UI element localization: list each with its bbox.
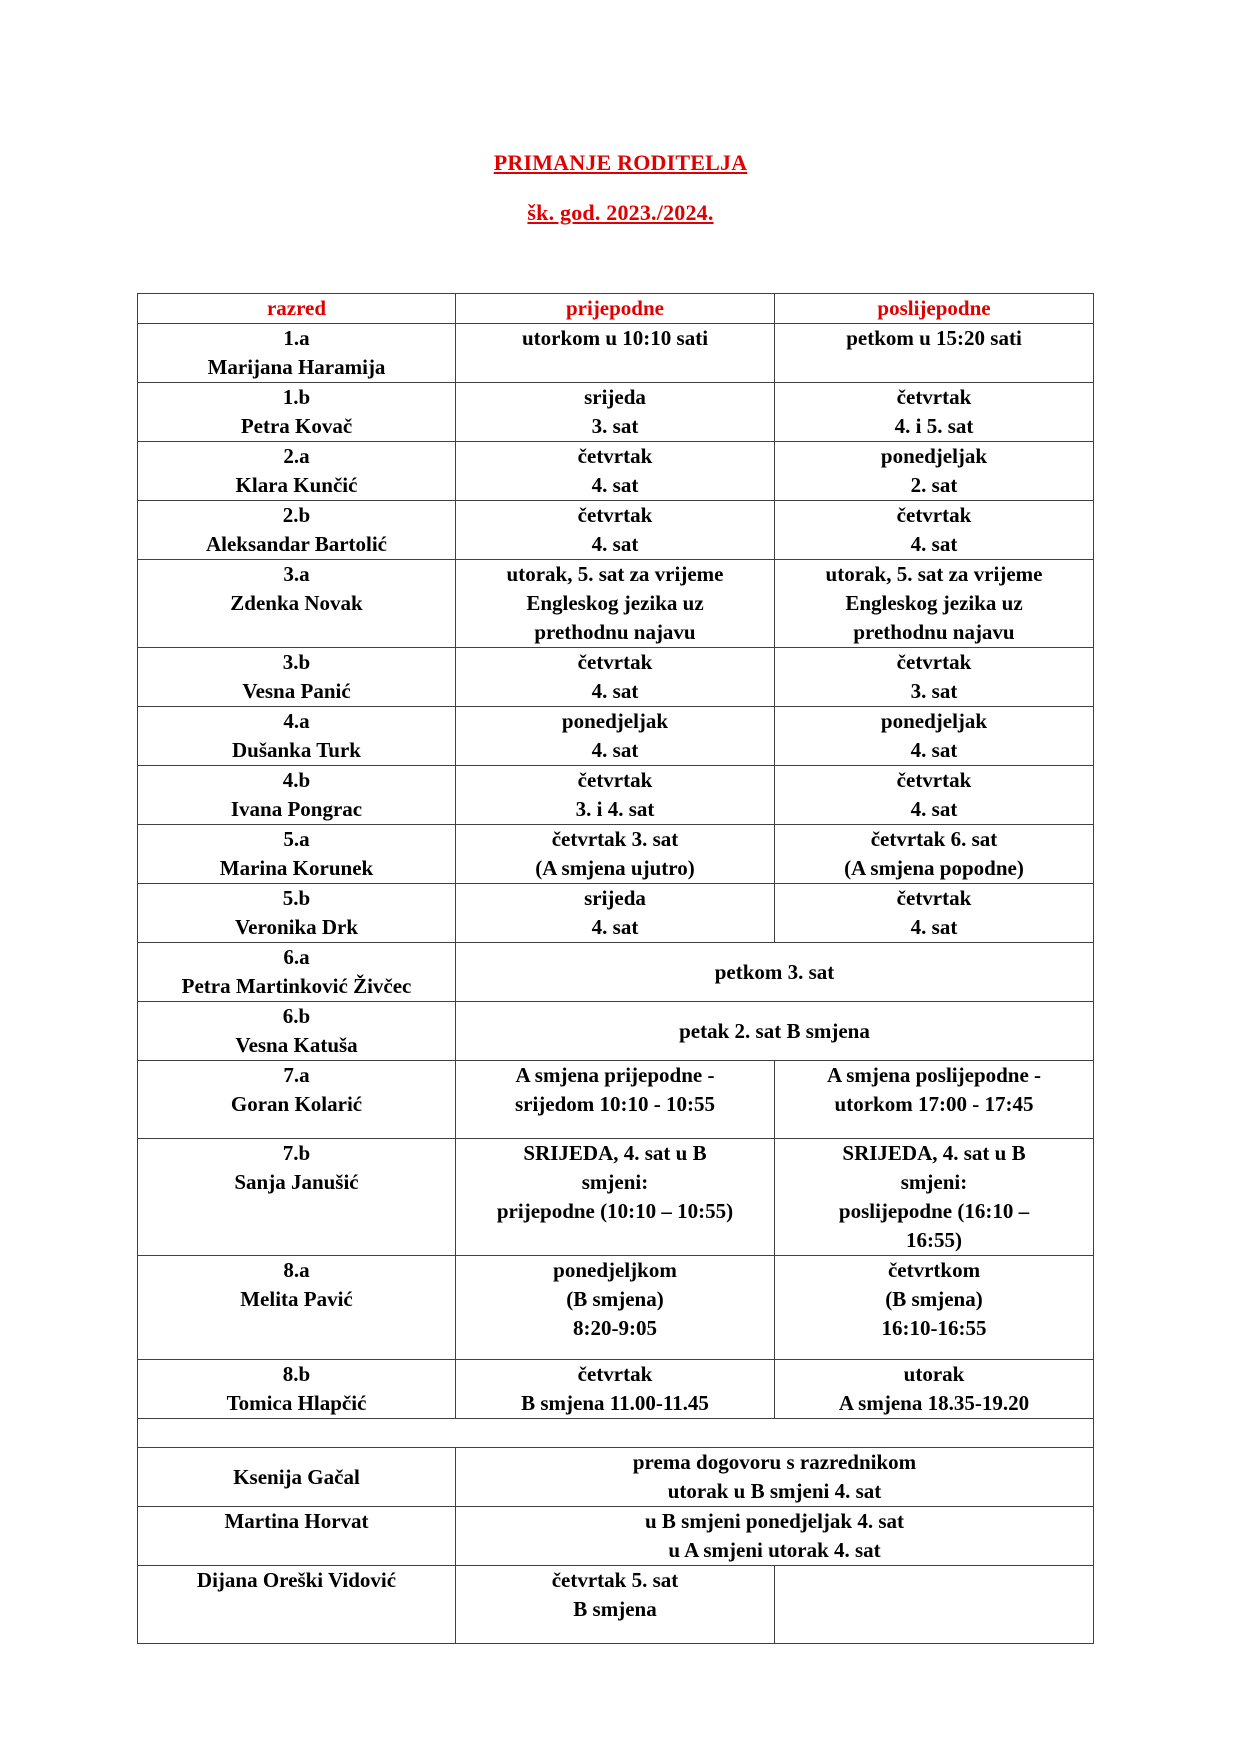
table-row	[138, 707, 1094, 766]
afternoon-cell-line: ponedjeljak	[880, 709, 988, 733]
afternoon-cell-line: smjeni:	[900, 1170, 968, 1194]
morning-cell-line: srijeda	[584, 886, 646, 910]
afternoon-cell	[775, 648, 1094, 707]
morning-cell	[456, 324, 775, 383]
afternoon-cell-line: 16:10-16:55	[881, 1316, 987, 1340]
table-row	[138, 383, 1094, 442]
table-row	[138, 324, 1094, 383]
header-afternoon: poslijepodne	[775, 294, 1094, 324]
class-label: 1.b	[282, 385, 311, 409]
morning-cell-line: 4. sat	[591, 679, 639, 703]
table-row	[138, 825, 1094, 884]
afternoon-cell-line: Engleskog jezika uz	[845, 591, 1023, 615]
class-label: 2.a	[283, 444, 310, 468]
morning-cell-line: četvrtak 5. sat	[551, 1568, 679, 1592]
class-cell	[138, 1002, 456, 1061]
morning-cell-line: četvrtak	[577, 444, 653, 468]
morning-cell	[456, 707, 775, 766]
morning-cell	[456, 766, 775, 825]
morning-cell-line: srijeda	[584, 385, 646, 409]
table-row	[138, 501, 1094, 560]
table-row	[138, 1002, 1094, 1061]
class-label: 8.a	[283, 1258, 310, 1282]
class-cell	[138, 1256, 456, 1360]
afternoon-cell-line: četvrtak	[896, 503, 972, 527]
afternoon-cell	[775, 1061, 1094, 1139]
class-cell	[138, 766, 456, 825]
teacher-name: Veronika Drk	[234, 915, 359, 939]
morning-cell-line: utorkom u 10:10 sati	[521, 326, 709, 350]
morning-cell-line: 4. sat	[591, 532, 639, 556]
teacher-name: Zdenka Novak	[230, 591, 363, 615]
merged-time-cell	[456, 1507, 1094, 1566]
afternoon-cell-line: prethodnu najavu	[853, 620, 1015, 644]
teacher-name: Marina Korunek	[219, 856, 374, 880]
morning-cell-line: četvrtak	[577, 650, 653, 674]
afternoon-cell-line: ponedjeljak	[880, 444, 988, 468]
class-label: 2.b	[282, 503, 311, 527]
afternoon-cell-line: (B smjena)	[885, 1287, 983, 1311]
morning-cell	[456, 560, 775, 648]
afternoon-cell-line: 4. sat	[910, 532, 958, 556]
morning-cell	[456, 884, 775, 943]
afternoon-cell	[775, 1256, 1094, 1360]
table-row	[138, 1061, 1094, 1139]
morning-cell	[456, 1360, 775, 1419]
class-cell	[138, 383, 456, 442]
class-cell	[138, 943, 456, 1002]
class-cell	[138, 707, 456, 766]
afternoon-cell-line: četvrtak	[896, 886, 972, 910]
parent-meeting-schedule-table	[137, 293, 1094, 1644]
afternoon-cell-line: poslijepodne (16:10 –	[838, 1199, 1030, 1223]
table-row	[138, 1256, 1094, 1360]
morning-cell-line: 4. sat	[591, 915, 639, 939]
class-cell	[138, 560, 456, 648]
merged-time-cell	[456, 1448, 1094, 1507]
teacher-name: Melita Pavić	[240, 1287, 353, 1311]
afternoon-cell-line: utorak, 5. sat za vrijeme	[825, 562, 1043, 586]
afternoon-cell-line: 4. sat	[910, 915, 958, 939]
afternoon-cell	[775, 766, 1094, 825]
morning-cell-line: 3. sat	[591, 414, 639, 438]
class-label: 6.b	[282, 1004, 311, 1028]
afternoon-cell-line: 4. sat	[910, 797, 958, 821]
morning-cell-line: 4. sat	[591, 738, 639, 762]
morning-cell-line: ponedjeljkom	[553, 1258, 677, 1282]
morning-cell	[456, 442, 775, 501]
morning-cell	[456, 1256, 775, 1360]
morning-cell-line: prijepodne (10:10 – 10:55)	[496, 1199, 734, 1223]
teacher-name: Sanja Janušić	[234, 1170, 359, 1194]
morning-cell-line: 4. sat	[591, 473, 639, 497]
merged-time-cell-line: prema dogovoru s razrednikom	[632, 1450, 917, 1474]
class-cell	[138, 1360, 456, 1419]
afternoon-cell-line: petkom u 15:20 sati	[846, 326, 1022, 350]
table-row	[138, 442, 1094, 501]
afternoon-cell	[775, 825, 1094, 884]
teacher-name: Tomica Hlapčić	[226, 1391, 367, 1415]
morning-cell-line: A smjena prijepodne -	[515, 1063, 715, 1087]
teacher-name: Dušanka Turk	[231, 738, 361, 762]
morning-cell-line: 3. i 4. sat	[575, 797, 655, 821]
afternoon-cell-line: utorak	[903, 1362, 965, 1386]
table-row	[138, 943, 1094, 1002]
morning-cell-line: SRIJEDA, 4. sat u B	[523, 1141, 707, 1165]
table-row	[138, 884, 1094, 943]
morning-cell-line: smjeni:	[581, 1170, 649, 1194]
spacer-row	[138, 1419, 1094, 1448]
teacher-name: Ksenija Gačal	[138, 1448, 456, 1507]
table-row	[138, 648, 1094, 707]
morning-cell	[456, 383, 775, 442]
class-label: 1.a	[283, 326, 310, 350]
afternoon-cell-line: 4. sat	[910, 738, 958, 762]
table-row	[138, 560, 1094, 648]
teacher-name: Marijana Haramija	[207, 355, 386, 379]
class-cell	[138, 648, 456, 707]
class-label: 7.a	[283, 1063, 310, 1087]
afternoon-cell	[775, 1139, 1094, 1256]
teacher-name: Vesna Katuša	[235, 1033, 358, 1057]
header-class: razred	[138, 294, 456, 324]
morning-cell-line: srijedom 10:10 - 10:55	[514, 1092, 716, 1116]
afternoon-cell-line: SRIJEDA, 4. sat u B	[842, 1141, 1026, 1165]
merged-time-cell-line: u B smjeni ponedjeljak 4. sat	[644, 1509, 905, 1533]
morning-cell-line: B smjena 11.00-11.45	[521, 1391, 709, 1415]
table-row	[138, 1507, 1094, 1566]
afternoon-cell	[775, 560, 1094, 648]
table-row	[138, 1360, 1094, 1419]
table-row	[138, 1566, 1094, 1644]
morning-cell-line: utorak, 5. sat za vrijeme	[506, 562, 724, 586]
class-label: 3.b	[282, 650, 311, 674]
teacher-name: Aleksandar Bartolić	[205, 532, 388, 556]
class-label: 6.a	[283, 945, 310, 969]
afternoon-cell-line: četvrtak	[896, 768, 972, 792]
class-label: 5.a	[283, 827, 310, 851]
afternoon-cell-line: 4. i 5. sat	[894, 414, 974, 438]
afternoon-cell-line: 2. sat	[910, 473, 958, 497]
class-cell	[138, 884, 456, 943]
morning-cell-line: četvrtak	[577, 503, 653, 527]
afternoon-cell-line: A smjena 18.35-19.20	[838, 1391, 1030, 1415]
header-morning: prijepodne	[456, 294, 775, 324]
morning-cell-line: četvrtak	[577, 1362, 653, 1386]
morning-cell-line: (B smjena)	[566, 1287, 664, 1311]
class-cell	[138, 1139, 456, 1256]
morning-cell-line: ponedjeljak	[561, 709, 669, 733]
morning-cell-line: četvrtak 3. sat	[551, 827, 679, 851]
afternoon-cell	[775, 707, 1094, 766]
page-title: PRIMANJE RODITELJA	[493, 150, 748, 175]
morning-cell-line: prethodnu najavu	[534, 620, 696, 644]
morning-cell	[456, 648, 775, 707]
teacher-name: Martina Horvat	[138, 1507, 456, 1566]
afternoon-cell-line: A smjena poslijepodne -	[826, 1063, 1042, 1087]
teacher-name: Goran Kolarić	[230, 1092, 363, 1116]
teacher-name: Petra Kovač	[240, 414, 353, 438]
morning-cell	[456, 825, 775, 884]
class-cell	[138, 1061, 456, 1139]
afternoon-cell-line: (A smjena popodne)	[844, 856, 1024, 880]
morning-cell-line: B smjena	[573, 1597, 657, 1621]
class-label: 4.a	[283, 709, 310, 733]
morning-cell	[456, 501, 775, 560]
afternoon-cell	[775, 501, 1094, 560]
afternoon-cell-line: četvrtak	[896, 385, 972, 409]
table-row	[138, 766, 1094, 825]
class-cell	[138, 501, 456, 560]
table-row	[138, 1139, 1094, 1256]
afternoon-cell-line: 16:55)	[906, 1228, 962, 1252]
class-label: 7.b	[282, 1141, 311, 1165]
morning-cell	[456, 1139, 775, 1256]
table-row	[138, 1448, 1094, 1507]
afternoon-cell	[775, 324, 1094, 383]
afternoon-cell-line: 3. sat	[910, 679, 958, 703]
afternoon-cell-line: utorkom 17:00 - 17:45	[834, 1092, 1034, 1116]
class-label: 5.b	[282, 886, 311, 910]
merged-time-cell-line: u A smjeni utorak 4. sat	[668, 1538, 881, 1562]
morning-cell	[456, 1061, 775, 1139]
teacher-name: Vesna Panić	[242, 679, 351, 703]
afternoon-cell	[775, 442, 1094, 501]
merged-time-cell: petak 2. sat B smjena	[456, 1002, 1094, 1061]
class-cell	[138, 825, 456, 884]
teacher-name: Klara Kunčić	[235, 473, 358, 497]
afternoon-cell-line: četvrtak	[896, 650, 972, 674]
morning-cell-line: (A smjena ujutro)	[535, 856, 695, 880]
afternoon-cell	[775, 383, 1094, 442]
afternoon-cell-line: četvrtkom	[887, 1258, 981, 1282]
afternoon-cell-line: četvrtak 6. sat	[870, 827, 998, 851]
class-label: 3.a	[283, 562, 310, 586]
teacher-name: Ivana Pongrac	[230, 797, 363, 821]
class-cell	[138, 324, 456, 383]
morning-cell-line: Engleskog jezika uz	[526, 591, 704, 615]
morning-cell	[456, 1566, 775, 1644]
morning-cell-line: 8:20-9:05	[573, 1316, 657, 1340]
teacher-name: Dijana Oreški Vidović	[138, 1566, 456, 1644]
class-label: 4.b	[282, 768, 311, 792]
table-header-row	[138, 294, 1094, 324]
merged-time-cell: petkom 3. sat	[456, 943, 1094, 1002]
morning-cell-line: četvrtak	[577, 768, 653, 792]
merged-time-cell-line: utorak u B smjeni 4. sat	[667, 1479, 882, 1503]
teacher-name: Petra Martinković Živčec	[181, 974, 412, 998]
spacer-cell	[138, 1419, 1094, 1448]
class-cell	[138, 442, 456, 501]
afternoon-cell	[775, 1360, 1094, 1419]
school-year-subtitle: šk. god. 2023./2024.	[527, 200, 714, 225]
afternoon-cell	[775, 1566, 1094, 1644]
afternoon-cell	[775, 884, 1094, 943]
class-label: 8.b	[282, 1362, 311, 1386]
